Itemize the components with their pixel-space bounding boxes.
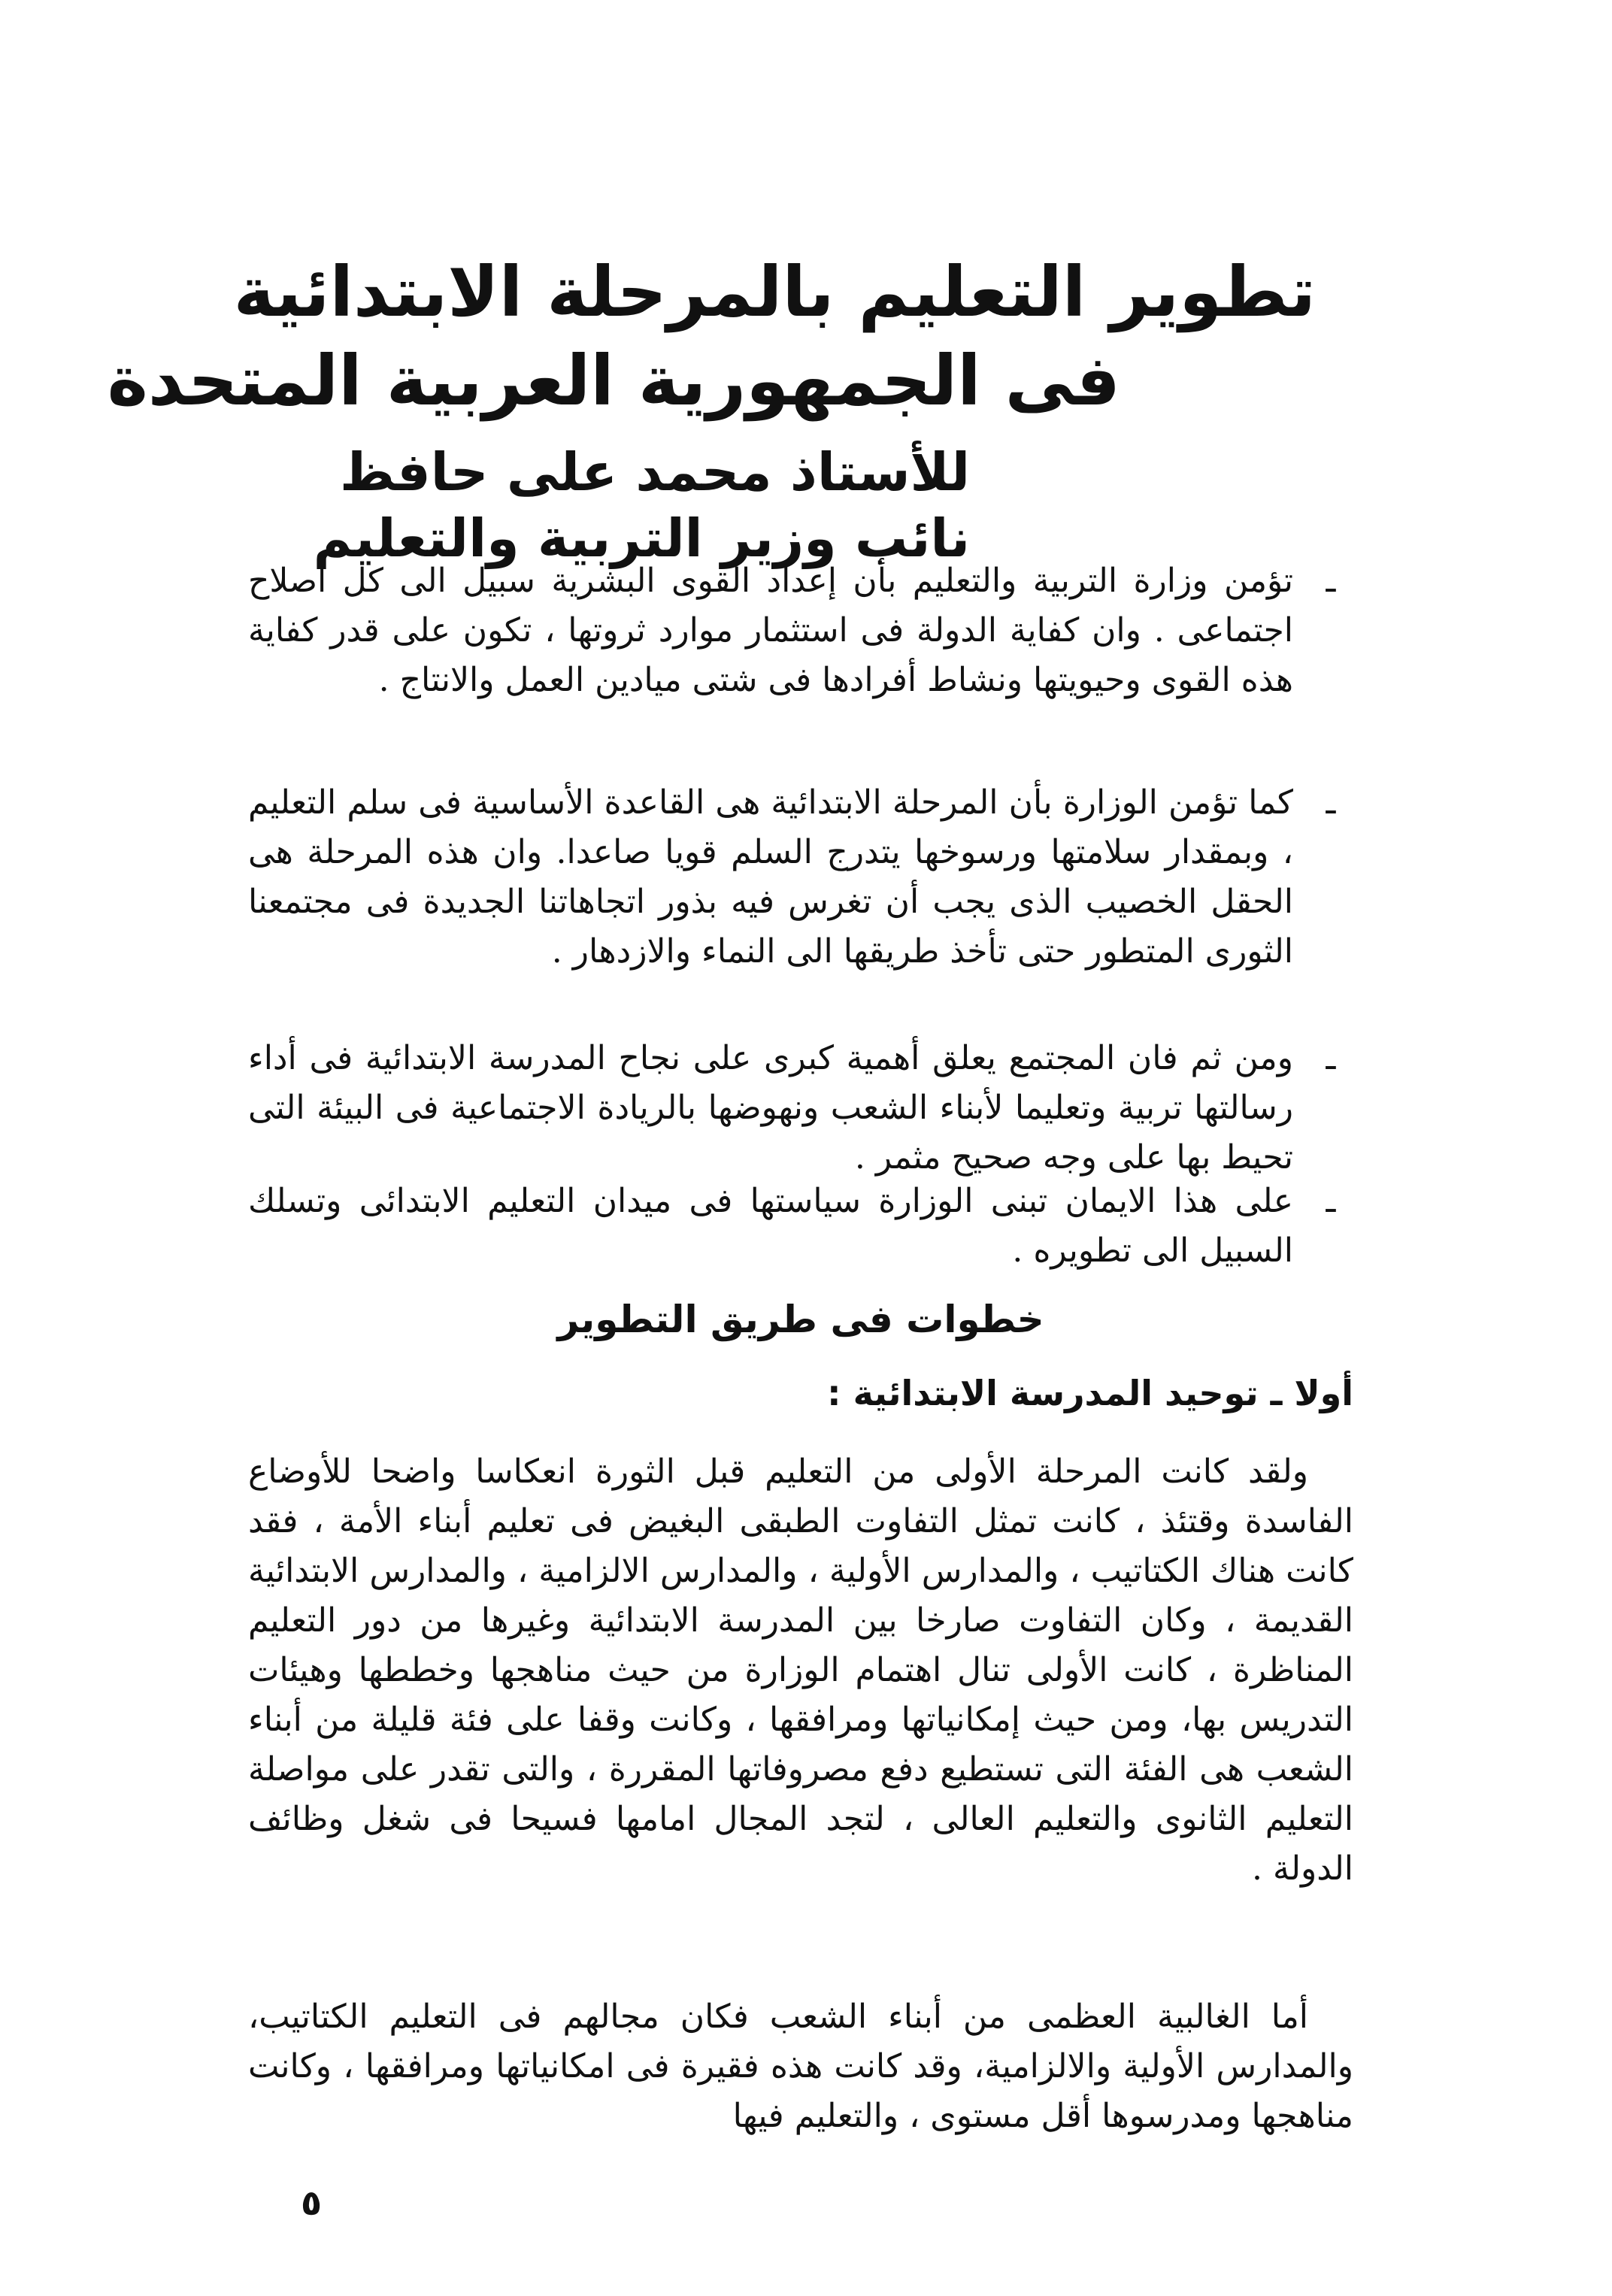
paragraph-2 (248, 1992, 1353, 2141)
author-position: نائب وزير التربية والتعليم (313, 507, 970, 569)
intro-bullet-4 (248, 1177, 1353, 1276)
intro-bullet-2 (248, 778, 1353, 977)
bullet-text: ومن ثم فان المجتمع يعلق أهمية كبرى على نجاح المدرسة الابتدائية فى أداء رسالتها تربية وتعليما لأبناء الشعب ونهوضها بالريادة الاجتماعية فى البيئة التى تحيط بها على وجه صحيح مثمر . (248, 1039, 1293, 1177)
intro-bullet-1 (248, 556, 1353, 705)
section-heading: خطوات فى طريق التطوير (557, 1298, 1044, 1341)
bullet-dash: ـ (1326, 562, 1336, 600)
title-block (107, 248, 1316, 571)
paragraph-1 (248, 1447, 1353, 1894)
title-line-2: فى الجمهورية العربية المتحدة (107, 341, 1120, 421)
bullet-text: تؤمن وزارة التربية والتعليم بأن إعداد القوى البشرية سبيل الى كل اصلاح اجتماعى . وان كفاية الدولة فى استثمار موارد ثروتها ، تكون على قدر كفاية هذه القوى وحيويتها ونشاط أفرادها فى شتى ميادين العمل والانتاج . (248, 562, 1293, 699)
title-line-1: تطوير التعليم بالمرحلة الابتدائية (233, 252, 1316, 332)
bullet-dash: ـ (1326, 783, 1336, 822)
bullet-text: على هذا الايمان تبنى الوزارة سياستها فى ميدان التعليم الابتدائى وتسلك السبيل الى تطويره . (248, 1182, 1293, 1270)
paragraph-text: ولقد كانت المرحلة الأولى من التعليم قبل الثورة انعكاسا واضحا للأوضاع الفاسدة وقتئذ ، كانت تمثل التفاوت الطبقى البغيض فى تعليم أبناء الأمة ، فقد كانت هناك الكتاتيب ، والمدارس الأولية ، والمدارس الالزامية ، والمدارس الابتدائية القديمة ، وكان التفاوت صارخا بين المدرسة الابتدائية وغيرها من دور التعليم المناظرة ، كانت الأولى تنال اهتمام الوزارة من حيث مناهجها وخططها وهيئات التدريس بها، ومن حيث إمكانياتها ومرافقها ، وكانت وقفا على فئة قليلة من أبناء الشعب هى الفئة التى تستطيع دفع مصروفاتها المقررة ، والتى تقدر على مواصلة التعليم الثانوى والتعليم العالى ، لتجد المجال امامها فسيحا فى شغل وظائف الدولة . (248, 1452, 1353, 1888)
bullet-dash: ـ (1326, 1182, 1336, 1220)
intro-bullet-3 (248, 1034, 1353, 1183)
bullet-dash: ـ (1326, 1039, 1336, 1077)
page-number: ٥ (301, 2182, 323, 2223)
author-name: للأستاذ محمد على حافظ (339, 441, 970, 503)
bullet-text: كما تؤمن الوزارة بأن المرحلة الابتدائية هى القاعدة الأساسية فى سلم التعليم ، وبمقدار سلامتها ورسوخها يتدرج السلم قويا صاعدا. وان هذه المرحلة هى الحقل الخصيب الذى يجب أن تغرس فيه بذور اتجاهاتنا الجديدة فى مجتمعنا الثورى المتطور حتى تأخذ طريقها الى النماء والازدهار . (248, 783, 1293, 971)
paragraph-text: أما الغالبية العظمى من أبناء الشعب فكان مجالهم فى التعليم الكتاتيب، والمدارس الأولية والالزامية، وقد كانت هذه فقيرة فى امكانياتها ومرافقها ، وكانت مناهجها ومدرسوها أقل مستوى ، والتعليم فيها (248, 1998, 1353, 2135)
sub-heading: أولا ـ توحيد المدرسة الابتدائية : (827, 1373, 1353, 1413)
